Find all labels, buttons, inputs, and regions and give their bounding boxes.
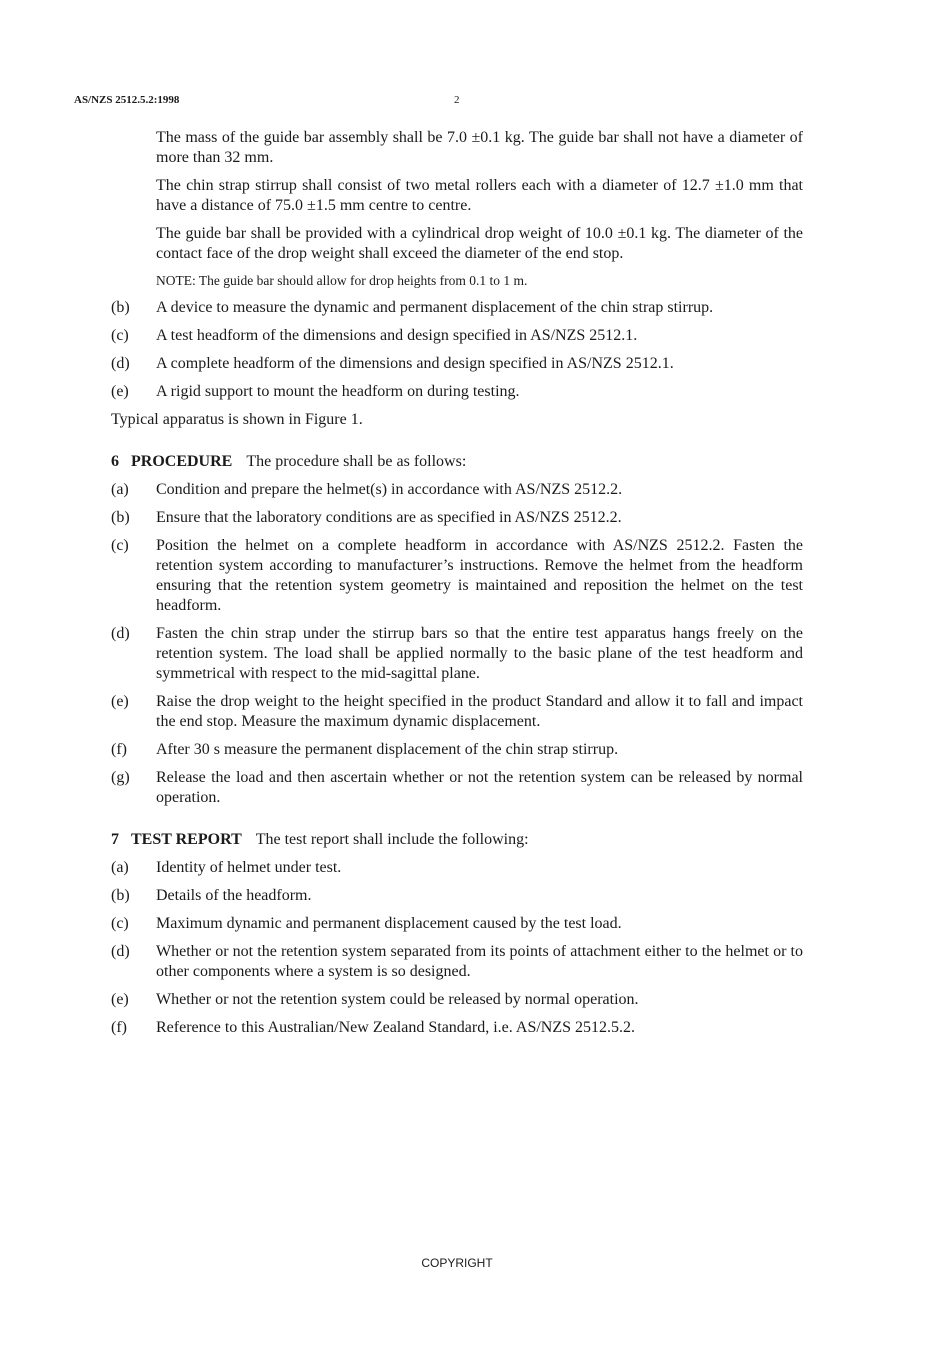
list-item — [111, 354, 803, 374]
item-text: Ensure that the laboratory conditions are as specified in AS/NZS 2512.2. — [156, 509, 622, 526]
list-item — [111, 942, 803, 982]
standard-id: AS/NZS 2512.5.2:1998 — [74, 94, 180, 106]
item-text: Raise the drop weight to the height specified in the product Standard and allow it to fall and impact the end stop. Measure the maximum dynamic displacement. — [156, 693, 803, 730]
item-text: A complete headform of the dimensions and design specified in AS/NZS 2512.1. — [156, 355, 674, 372]
item-text: After 30 s measure the permanent displacement of the chin strap stirrup. — [156, 741, 619, 758]
item-label: (e) — [111, 693, 129, 710]
item-text: Reference to this Australian/New Zealand Standard, i.e. AS/NZS 2512.5.2. — [156, 1019, 636, 1036]
page-number: 2 — [454, 94, 460, 106]
section-title: PROCEDURE — [131, 453, 233, 470]
item-label: (b) — [111, 509, 130, 526]
list-item — [111, 858, 803, 878]
apparatus-paragraph: The chin strap stirrup shall consist of two metal rollers each with a diameter of 12.7 ±1.0 mm that have a distance of 75.0 ±1.5 mm centre to centre. — [156, 177, 803, 214]
apparatus-paragraph: The mass of the guide bar assembly shall be 7.0 ±0.1 kg. The guide bar shall not have a diameter of more than 32 mm. — [156, 129, 803, 166]
section-intro: The procedure shall be as follows: — [246, 453, 467, 470]
item-label: (c) — [111, 327, 129, 344]
item-label: (a) — [111, 859, 129, 876]
section-number: 6 — [111, 453, 119, 470]
list-item — [111, 326, 803, 346]
list-item — [111, 1018, 803, 1038]
item-text: Condition and prepare the helmet(s) in accordance with AS/NZS 2512.2. — [156, 481, 623, 498]
list-item — [111, 768, 803, 808]
item-text: A rigid support to mount the headform on during testing. — [156, 383, 520, 400]
page-header — [74, 94, 804, 108]
apparatus-paragraph: The guide bar shall be provided with a cylindrical drop weight of 10.0 ±0.1 kg. The diameter of the contact face of the drop weight shall exceed the diameter of the end stop. — [156, 225, 803, 262]
item-label: (d) — [111, 943, 130, 960]
item-text: Identity of helmet under test. — [156, 859, 342, 876]
item-label: (f) — [111, 741, 127, 758]
document-body — [111, 128, 803, 1046]
item-text: Fasten the chin strap under the stirrup bars so that the entire test apparatus hangs freely on the retention system. The load shall be applied normally to the basic plane of the test headform and symmetrical with respect to the mid-sagittal plane. — [156, 625, 803, 682]
item-label: (f) — [111, 1019, 127, 1036]
item-text: Whether or not the retention system separated from its points of attachment either to the helmet or to other components where a system is so designed. — [156, 943, 803, 980]
item-text: Details of the headform. — [156, 887, 312, 904]
item-text: Maximum dynamic and permanent displacement caused by the test load. — [156, 915, 622, 932]
list-item — [111, 382, 803, 402]
item-text: Position the helmet on a complete headform in accordance with AS/NZS 2512.2. Fasten the retention system according to manufacturer’s instructions. Remove the helmet from the headform ensuring that the retention system geometry is maintained and reposition the helmet on the test headform. — [156, 537, 803, 614]
section-heading-test-report — [111, 830, 803, 850]
section-title: TEST REPORT — [131, 831, 242, 848]
item-text: Release the load and then ascertain whether or not the retention system can be released by normal operation. — [156, 769, 803, 806]
item-label: (b) — [111, 299, 130, 316]
item-label: (b) — [111, 887, 130, 904]
item-label: (c) — [111, 915, 129, 932]
item-text: A test headform of the dimensions and design specified in AS/NZS 2512.1. — [156, 327, 638, 344]
item-label: (c) — [111, 537, 129, 554]
list-item — [111, 886, 803, 906]
item-label: (e) — [111, 991, 129, 1008]
list-item — [111, 914, 803, 934]
list-item — [111, 508, 803, 528]
item-label: (d) — [111, 625, 130, 642]
list-item — [111, 624, 803, 684]
copyright-footer: COPYRIGHT — [421, 1256, 493, 1270]
section-intro: The test report shall include the following: — [255, 831, 529, 848]
item-label: (e) — [111, 383, 129, 400]
item-label: (g) — [111, 769, 130, 786]
item-label: (d) — [111, 355, 130, 372]
list-item — [111, 740, 803, 760]
item-text: A device to measure the dynamic and permanent displacement of the chin strap stirrup. — [156, 299, 714, 316]
item-label: (a) — [111, 481, 129, 498]
list-item — [111, 990, 803, 1010]
section-heading-procedure — [111, 452, 803, 472]
figure-reference: Typical apparatus is shown in Figure 1. — [111, 411, 363, 428]
list-item — [111, 536, 803, 616]
list-item — [111, 480, 803, 500]
apparatus-note: NOTE: The guide bar should allow for drop heights from 0.1 to 1 m. — [156, 273, 528, 288]
item-text: Whether or not the retention system could be released by normal operation. — [156, 991, 639, 1008]
list-item — [111, 692, 803, 732]
section-number: 7 — [111, 831, 119, 848]
list-item — [111, 298, 803, 318]
